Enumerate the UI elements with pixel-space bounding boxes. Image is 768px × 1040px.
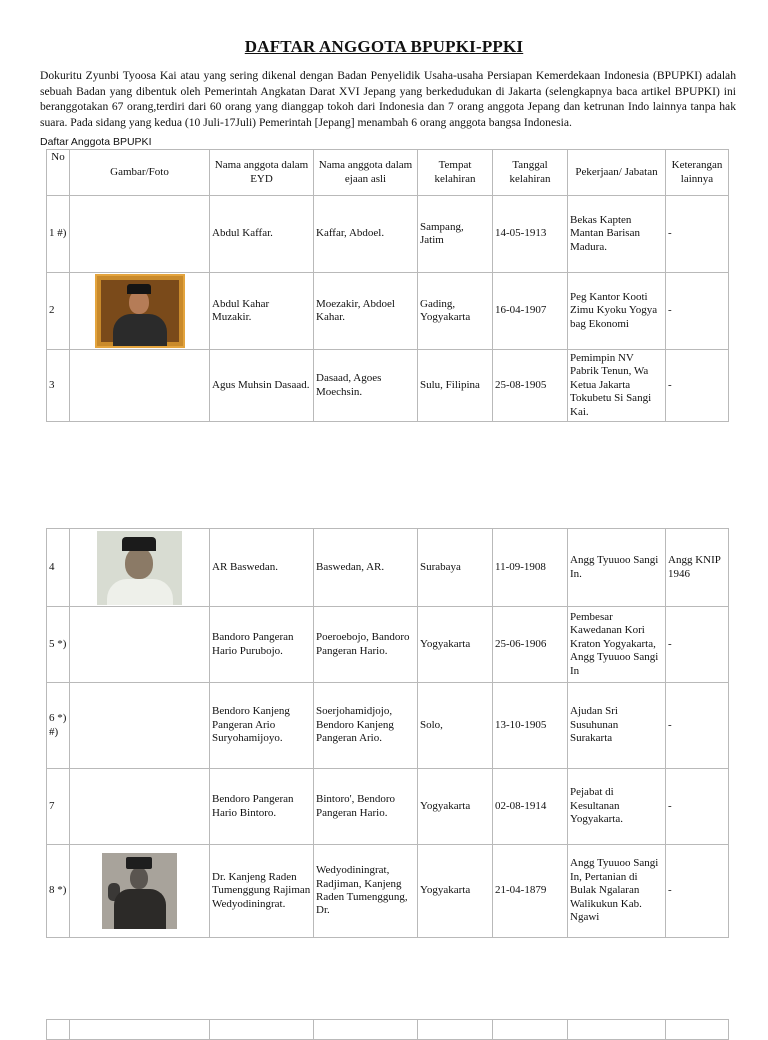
cell-name-eyd: Abdul Kahar Muzakir. <box>210 273 314 350</box>
table-row <box>47 350 729 422</box>
table-row <box>47 607 729 683</box>
cell-name-eyd: Bendoro Kanjeng Pangeran Ario Suryohamijoyo. <box>210 683 314 769</box>
cell-name-orig: Bintoro', Bendoro Pangeran Hario. <box>314 769 418 845</box>
table-row <box>47 769 729 845</box>
cell-birthdate: 02-08-1914 <box>493 769 568 845</box>
cell-name-eyd: Abdul Kaffar. <box>210 196 314 273</box>
cell-name-eyd: AR Baswedan. <box>210 529 314 607</box>
cell-name-orig: Poeroebojo, Bandoro Pangeran Hario. <box>314 607 418 683</box>
header-note: Keterangan lainnya <box>666 150 729 196</box>
cell-no: 5 *) <box>47 607 70 683</box>
table-row <box>47 196 729 273</box>
cell-birthplace: Yogyakarta <box>418 607 493 683</box>
cell-photo <box>70 529 210 607</box>
cell-birthplace: Sulu, Filipina <box>418 350 493 422</box>
cell-job: Pejabat di Kesultanan Yogyakarta. <box>568 769 666 845</box>
cell-photo <box>70 273 210 350</box>
cell-birthplace: Solo, <box>418 683 493 769</box>
cell-name-eyd: Dr. Kanjeng Raden Tumenggung Rajiman Wedyodiningrat. <box>210 845 314 938</box>
cell-note: - <box>666 350 729 422</box>
cell-photo <box>70 683 210 769</box>
member-photo <box>97 531 182 605</box>
member-table-part-3 <box>46 1019 729 1040</box>
header-birthdate: Tanggal kelahiran <box>493 150 568 196</box>
table-row <box>47 529 729 607</box>
cell-photo <box>70 350 210 422</box>
member-photo <box>102 853 177 929</box>
member-table-part-1 <box>46 149 729 422</box>
cell-birthplace: Gading, Yogyakarta <box>418 273 493 350</box>
cell-no: 8 *) <box>47 845 70 938</box>
header-birthplace: Tempat kelahiran <box>418 150 493 196</box>
page-title: DAFTAR ANGGOTA BPUPKI-PPKI <box>244 37 524 56</box>
cell-birthplace: Surabaya <box>418 529 493 607</box>
cell-no: 4 <box>47 529 70 607</box>
cell-job: Bekas Kapten Mantan Barisan Madura. <box>568 196 666 273</box>
cell-no: 3 <box>47 350 70 422</box>
cell-photo <box>70 196 210 273</box>
member-table-part-2 <box>46 528 729 938</box>
header-no: No <box>47 150 70 196</box>
cell-birthdate: 16-04-1907 <box>493 273 568 350</box>
cell-name-orig: Wedyodiningrat, Radjiman, Kanjeng Raden Tumenggung, Dr. <box>314 845 418 938</box>
table-row <box>47 1020 729 1040</box>
cell-birthplace: Yogyakarta <box>418 769 493 845</box>
cell-job: Pembesar Kawedanan Kori Kraton Yogyakarta, Angg Tyuuoo Sangi In <box>568 607 666 683</box>
cell-photo <box>70 607 210 683</box>
intro-paragraph: Dokuritu Zyunbi Tyoosa Kai atau yang sering dikenal dengan Badan Penyelidik Usaha-usaha Persiapan Kemerdekaan Indonesia (BPUPKI) adalah sebuah Badan yang dibentuk oleh Pemerintah Angkatan Darat XVI Jepang yang berkedudukan di Jakarta (selengkapnya baca artikel BPUPKI) ini beranggotakan 67 orang,terdiri dari 60 orang yang dianggap tokoh dari Indonesia dan 7 orang anggota Jepang dan ketrunan Indo lainnya tanpa hak suara. Pada sidang yang kedua (10 Juli-17Juli) Pemerintah [Jepang] menambah 6 orang anggota bangsa Indonesia. <box>40 69 736 129</box>
cell-no: 2 <box>47 273 70 350</box>
header-job: Pekerjaan/ Jabatan <box>568 150 666 196</box>
cell-note: - <box>666 196 729 273</box>
cell-note: - <box>666 607 729 683</box>
cell-birthdate: 11-09-1908 <box>493 529 568 607</box>
cell-note: Angg KNIP 1946 <box>666 529 729 607</box>
cell-name-orig: Kaffar, Abdoel. <box>314 196 418 273</box>
cell-birthdate: 14-05-1913 <box>493 196 568 273</box>
cell-name-eyd: Bandoro Pangeran Hario Purubojo. <box>210 607 314 683</box>
table-row <box>47 845 729 938</box>
cell-photo <box>70 769 210 845</box>
table-row <box>47 683 729 769</box>
cell-name-orig: Moezakir, Abdoel Kahar. <box>314 273 418 350</box>
table-caption: Daftar Anggota BPUPKI <box>40 136 152 148</box>
cell-no: 1 #) <box>47 196 70 273</box>
table-row <box>47 273 729 350</box>
table-header-row <box>47 150 729 196</box>
cell-job: Pemimpin NV Pabrik Tenun, Wa Ketua Jakarta Tokubetu Si Sangi Kai. <box>568 350 666 422</box>
cell-job: Angg Tyuuoo Sangi In, Pertanian di Bulak Ngalaran Walikukun Kab. Ngawi <box>568 845 666 938</box>
header-name-orig: Nama anggota dalam ejaan asli <box>314 150 418 196</box>
cell-birthdate: 25-06-1906 <box>493 607 568 683</box>
cell-job: Angg Tyuuoo Sangi In. <box>568 529 666 607</box>
cell-no: 7 <box>47 769 70 845</box>
cell-birthdate: 21-04-1879 <box>493 845 568 938</box>
cell-name-orig: Dasaad, Agoes Moechsin. <box>314 350 418 422</box>
cell-name-eyd: Agus Muhsin Dasaad. <box>210 350 314 422</box>
member-photo <box>95 274 185 348</box>
cell-note: - <box>666 683 729 769</box>
cell-note: - <box>666 769 729 845</box>
cell-name-eyd: Bendoro Pangeran Hario Bintoro. <box>210 769 314 845</box>
cell-birthdate: 25-08-1905 <box>493 350 568 422</box>
cell-birthplace: Sampang, Jatim <box>418 196 493 273</box>
cell-name-orig: Baswedan, AR. <box>314 529 418 607</box>
header-name-eyd: Nama anggota dalam EYD <box>210 150 314 196</box>
cell-photo <box>70 845 210 938</box>
cell-note: - <box>666 273 729 350</box>
cell-job: Ajudan Sri Susuhunan Surakarta <box>568 683 666 769</box>
header-photo: Gambar/Foto <box>70 150 210 196</box>
cell-birthdate: 13-10-1905 <box>493 683 568 769</box>
cell-birthplace: Yogyakarta <box>418 845 493 938</box>
cell-job: Peg Kantor Kooti Zimu Kyoku Yogya bag Ekonomi <box>568 273 666 350</box>
cell-note: - <box>666 845 729 938</box>
cell-name-orig: Soerjohamidjojo, Bendoro Kanjeng Pangeran Ario. <box>314 683 418 769</box>
cell-no: 6 *) #) <box>47 683 70 769</box>
